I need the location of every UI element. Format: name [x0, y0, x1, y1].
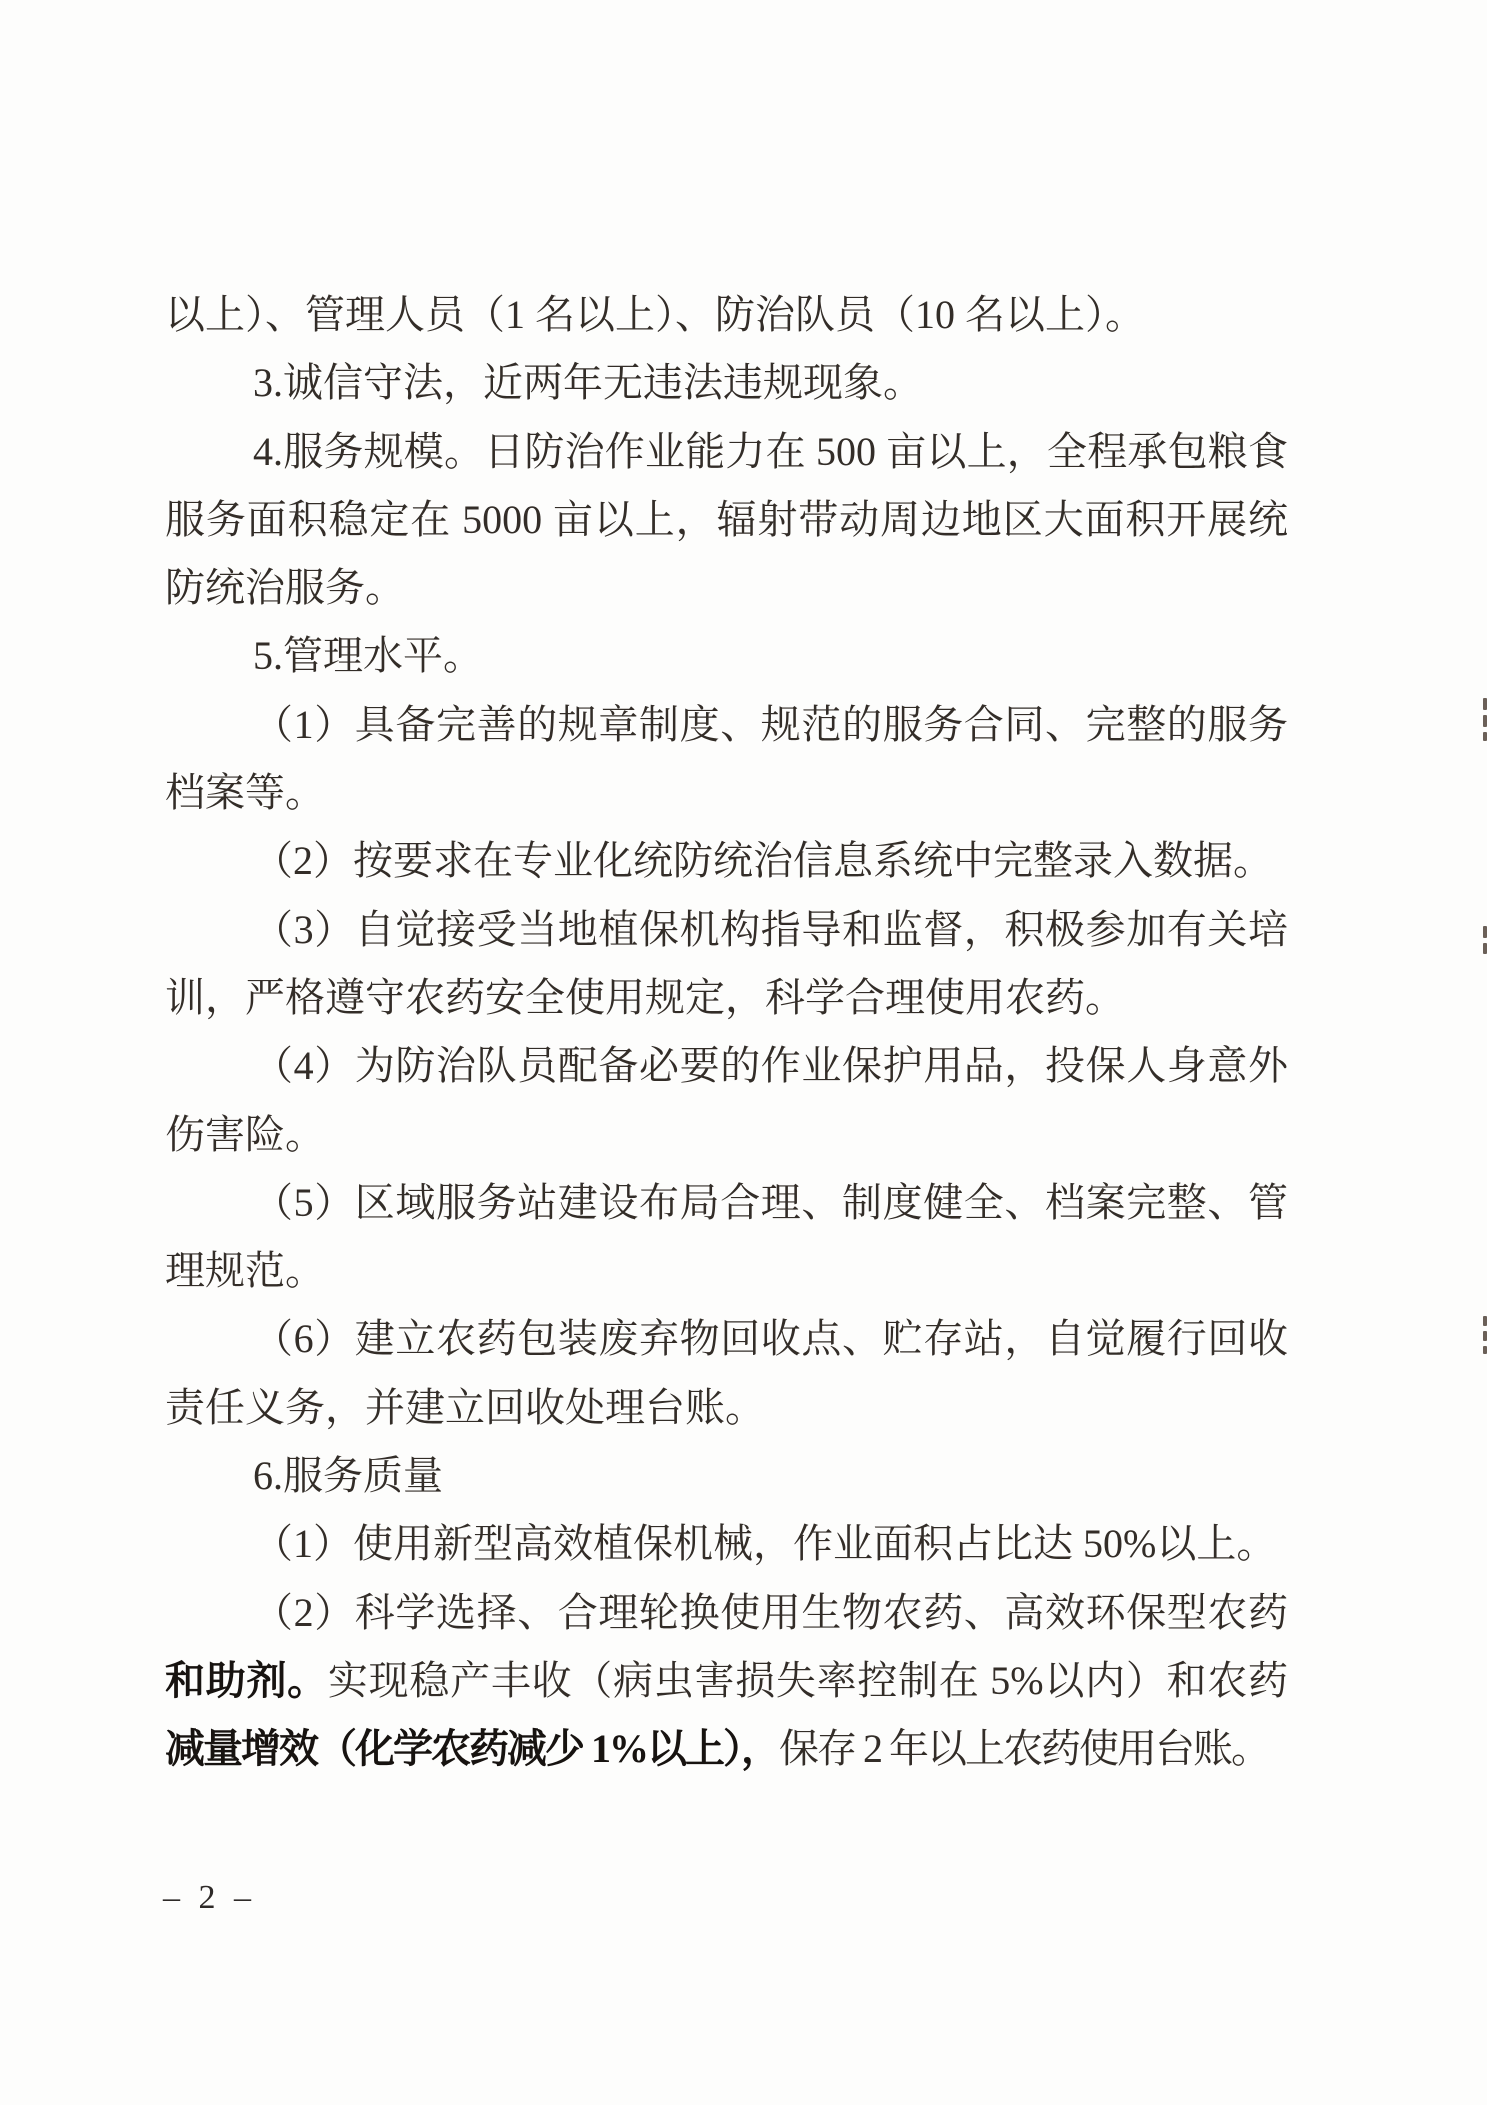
scan-artifact	[1481, 926, 1487, 954]
document-line	[165, 1647, 1288, 1715]
document-line: （6）建立农药包装废弃物回收点、贮存站，自觉履行回收	[253, 1316, 1288, 1362]
document-line: （3）自觉接受当地植保机构指导和监督，积极参加有关培	[253, 906, 1288, 952]
document-line: 防统治服务。	[165, 565, 405, 611]
document-line: 3.诚信守法，近两年无违法违规现象。	[253, 360, 923, 406]
document-line: （1）具备完善的规章制度、规范的服务合同、完整的服务	[253, 701, 1288, 747]
document-line: （4）为防治队员配备必要的作业保护用品，投保人身意外	[253, 1043, 1288, 1089]
document-line: 4.服务规模。日防治作业能力在 500 亩以上，全程承包粮食	[253, 428, 1288, 474]
bold-phrase: 减量增效（化学农药减少 1%以上），	[165, 1726, 779, 1772]
document-line: 以上）、管理人员（1 名以上）、防治队员（10 名以上）。	[165, 292, 1145, 337]
document-line: 伤害险。	[165, 1111, 325, 1157]
document-body	[165, 281, 1288, 1784]
scan-artifact	[1481, 1316, 1487, 1354]
document-line: 服务面积稳定在 5000 亩以上，辐射带动周边地区大面积开展统	[165, 496, 1288, 542]
document-line: 档案等。	[165, 770, 325, 816]
document-line: 责任义务，并建立回收处理台账。	[165, 1384, 765, 1430]
document-line: （2）按要求在专业化统防统治信息系统中完整录入数据。	[253, 838, 1273, 884]
document-line: （1）使用新型高效植保机械，作业面积占比达 50%以上。	[253, 1521, 1277, 1567]
document-line: （5）区域服务站建设布局合理、制度健全、档案完整、管	[253, 1179, 1288, 1225]
scan-artifact	[1481, 698, 1487, 741]
document-line: 6.服务质量	[253, 1453, 443, 1499]
document-line	[165, 1715, 1288, 1783]
line-text: 实现稳产丰收（病虫害损失率控制在 5%以内）和农药	[327, 1657, 1288, 1703]
page-number: – 2 –	[163, 1879, 256, 1916]
document-line: 训，严格遵守农药安全使用规定，科学合理使用农药。	[165, 974, 1125, 1020]
document-line: （2）科学选择、合理轮换使用生物农药、高效环保型农药	[253, 1589, 1288, 1635]
line-text: 保存 2 年以上农药使用台账。	[779, 1726, 1269, 1772]
bold-phrase: 和助剂。	[165, 1657, 328, 1703]
document-line: 5.管理水平。	[253, 633, 483, 679]
document-line: 理规范。	[165, 1248, 325, 1294]
